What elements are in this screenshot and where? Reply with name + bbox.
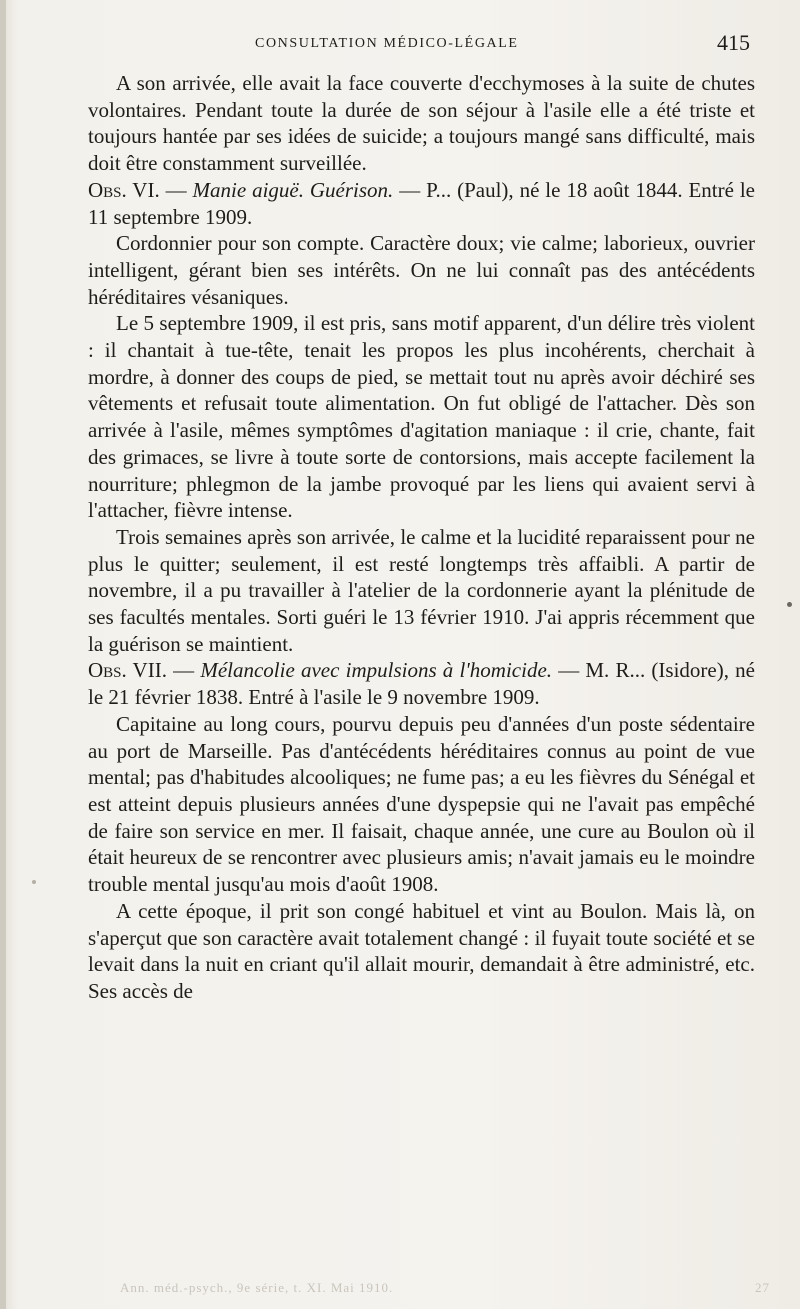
observation-7-heading: [88, 657, 755, 710]
page-number: 415: [717, 30, 750, 55]
page-header: [90, 30, 750, 60]
dash: —: [159, 177, 193, 202]
ink-speck: [32, 880, 36, 884]
page-gutter: [0, 0, 6, 1309]
paragraph-1: A son arrivée, elle avait la face couverte d'ecchymoses à la suite de chutes volontaires. Pendant toute la durée de son séjour à l'asile elle a été triste et toujours hantée par ses idées de suicide; a toujours mangé sans difficulté, mais doit être constamment surveillée.: [88, 71, 755, 176]
observation-label: Obs. VI.: [88, 177, 160, 202]
observation-label: Obs. VII.: [88, 658, 167, 683]
paragraph-2: Cordonnier pour son compte. Caractère doux; vie calme; laborieux, ouvrier intelligent, gérant bien ses intérêts. On ne lui connaît pas des antécédents héréditaires vésaniques.: [88, 231, 755, 309]
page-footer: [120, 1280, 770, 1304]
observation-6-heading: [88, 177, 755, 230]
paragraph-5: Capitaine au long cours, pourvu depuis peu d'années d'un poste sédentaire au port de Marseille. Pas d'antécédents héréditaires connus au point de vue mental; pas d'habitudes alcooliques; ne fume pas; a eu les fièvres du Sénégal et est atteint depuis plusieurs années d'une dyspepsie qui ne l'avait pas empêché de faire son service en mer. Il faisait, chaque année, une cure au Boulon où il était heureux de se rencontrer avec plusieurs amis; n'avait jamais eu le moindre trouble mental jusqu'au mois d'août 1908.: [88, 711, 755, 897]
footer-citation: Ann. méd.-psych., 9e série, t. XI. Mai 1910.: [120, 1280, 394, 1295]
paragraph-3: Le 5 septembre 1909, il est pris, sans motif apparent, d'un délire très violent : il chantait à tue-tête, tenait les propos les plus incohérents, cherchait à mordre, à donner des coups de pied, se mettait tout nu après avoir déchiré ses vêtements et refusait toute alimentation. On fut obligé de l'attacher. Dès son arrivée à l'asile, mêmes symptômes d'agitation maniaque : il crie, chante, fait des grimaces, se livre à toute sorte de contorsions, mais accepte facilement la nourriture; phlegmon de la jambe provoqué par les liens qui avaient servi à l'attacher, fièvre intense.: [88, 311, 755, 523]
observation-title: Manie aiguë. Guérison.: [192, 177, 394, 202]
paragraph-4: Trois semaines après son arrivée, le calme et la lucidité reparaissent pour ne plus le quitter; seulement, il est resté longtemps très affaibli. A partir de novembre, il a pu travailler à l'atelier de la cordonnerie ayant la plénitude de ses facultés mentales. Sorti guéri le 13 février 1910. J'ai appris récemment que la guérison se maintient.: [88, 524, 755, 656]
body-text: [88, 70, 755, 1005]
observation-details: — M. R... (Isidore), né le 21 février 1838. Entré à l'asile le 9 novembre 1909.: [88, 658, 755, 710]
observation-title: Mélancolie avec impulsions à l'homicide.: [200, 658, 553, 683]
running-title: CONSULTATION MÉDICO-LÉGALE: [255, 36, 519, 51]
paragraph-6: A cette époque, il prit son congé habituel et vint au Boulon. Mais là, on s'aperçut que son caractère avait totalement changé : il fuyait toute société et se levait dans la nuit en criant qu'il allait mourir, demandait à être administré, etc. Ses accès de: [88, 898, 755, 1003]
observation-details: — P... (Paul), né le 18 août 1844. Entré le 11 septembre 1909.: [88, 177, 756, 229]
dash: —: [166, 658, 201, 683]
ink-speck: [787, 602, 792, 607]
footer-signature-mark: 27: [755, 1280, 770, 1295]
